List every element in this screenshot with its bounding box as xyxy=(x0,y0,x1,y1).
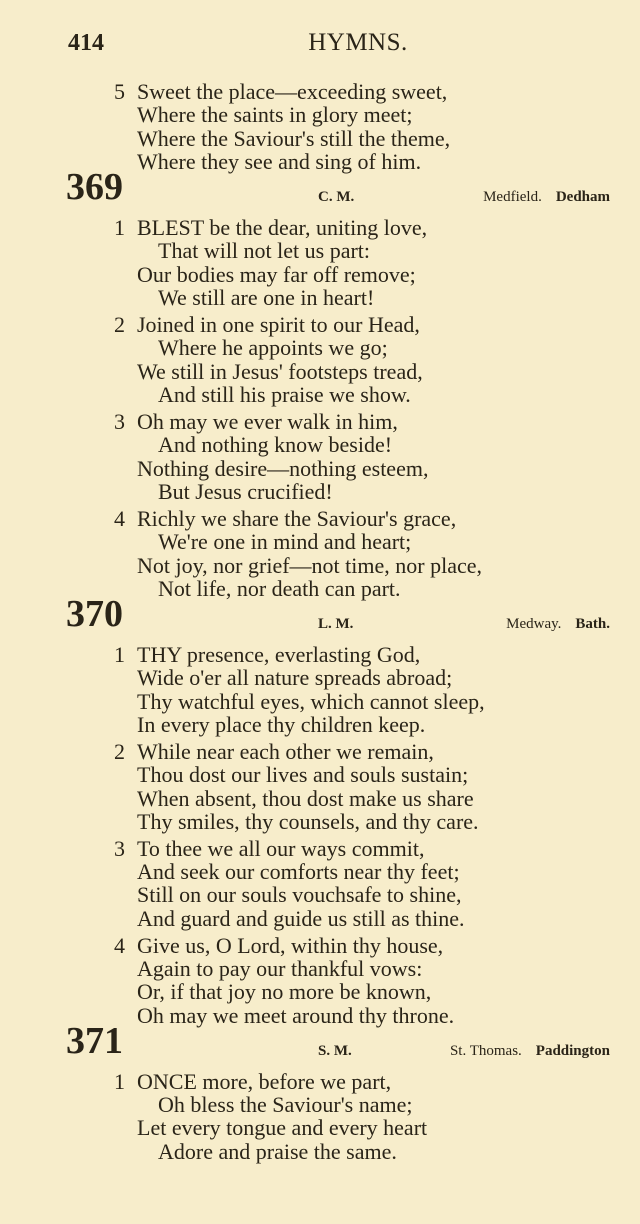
line-text: Still on our souls vouchsafe to shine, xyxy=(137,882,462,908)
hymn xyxy=(0,165,640,601)
verse-line xyxy=(0,216,640,239)
verse-line xyxy=(0,263,640,286)
stanza xyxy=(0,313,640,406)
verse-line xyxy=(0,740,640,763)
tune-names xyxy=(492,614,610,634)
stanza xyxy=(0,216,640,309)
verse-line xyxy=(0,810,640,833)
hymn-heading xyxy=(0,165,640,216)
line-text: Not joy, nor grief—not time, nor place, xyxy=(137,552,482,578)
line-text: Sweet the place—exceeding sweet, xyxy=(137,79,448,104)
line-text: And guard and guide us still as thine. xyxy=(137,905,465,931)
tune-names xyxy=(469,187,610,207)
stanza-number: 3 xyxy=(114,408,125,434)
hymn-heading xyxy=(0,1019,640,1070)
line-text: To thee we all our ways commit, xyxy=(137,835,425,861)
line-text: Our bodies may far off remove; xyxy=(137,261,416,287)
line-text: BLEST be the dear, uniting love, xyxy=(137,214,428,240)
verse-line xyxy=(0,507,640,530)
line-text: Joined in one spirit to our Head, xyxy=(137,311,420,337)
stanza-number: 2 xyxy=(114,311,125,337)
line-text: Where the Saviour's still the theme, xyxy=(137,125,451,151)
hymn xyxy=(0,1019,640,1164)
stanza-number: 1 xyxy=(114,641,125,667)
line-text: Give us, O Lord, within thy house, xyxy=(137,932,444,958)
stanza xyxy=(0,507,640,600)
line-text: Let every tongue and every heart xyxy=(137,1115,428,1141)
verse-line xyxy=(0,883,640,906)
verse-line xyxy=(0,957,640,980)
stanza xyxy=(0,934,640,1027)
tune-name: Medway. xyxy=(506,615,562,632)
line-text: And seek our comforts near thy feet; xyxy=(137,859,460,885)
stanza xyxy=(0,80,640,173)
verse-line xyxy=(0,80,640,103)
verse-line xyxy=(0,907,640,930)
hymn-heading xyxy=(0,592,640,643)
hymn-content xyxy=(0,80,640,1167)
stanza xyxy=(0,740,640,833)
tune-name: St. Thomas. xyxy=(449,1042,522,1059)
page-number: 414 xyxy=(68,30,104,56)
stanza-number: 3 xyxy=(114,835,125,861)
verse-line xyxy=(0,980,640,1003)
hymn xyxy=(0,80,640,173)
line-text: Thou dost our lives and souls sustain; xyxy=(137,762,469,788)
verse-line xyxy=(0,763,640,786)
hymn-number: 370 xyxy=(66,592,123,635)
page-header xyxy=(0,26,640,60)
verse-line xyxy=(0,860,640,883)
verse-line xyxy=(0,433,640,456)
verse-line xyxy=(0,1093,640,1116)
line-text: In every place thy children keep. xyxy=(137,711,426,737)
verse-line xyxy=(0,554,640,577)
verse-line xyxy=(0,383,640,406)
line-text: Thy watchful eyes, which cannot sleep, xyxy=(137,688,485,714)
verse-line xyxy=(0,480,640,503)
line-text: And nothing know beside! xyxy=(158,432,393,458)
hymn xyxy=(0,592,640,1028)
tune-names xyxy=(436,1041,610,1061)
line-text: Thy smiles, thy counsels, and thy care. xyxy=(137,808,479,834)
verse-line xyxy=(0,103,640,126)
stanza xyxy=(0,410,640,503)
stanza xyxy=(0,643,640,736)
line-text: Oh may we ever walk in him, xyxy=(137,408,398,434)
line-text: Nothing desire—nothing esteem, xyxy=(137,455,429,481)
line-text: Oh may we meet around thy throne. xyxy=(137,1002,455,1028)
verse-line xyxy=(0,1116,640,1139)
verse-line xyxy=(0,336,640,359)
stanza-number: 1 xyxy=(114,1068,125,1094)
tune-name: Dedham xyxy=(555,188,610,205)
stanza-number: 2 xyxy=(114,738,125,764)
verse-line xyxy=(0,360,640,383)
stanza xyxy=(0,837,640,930)
stanza-number: 1 xyxy=(114,214,125,240)
line-text: We still are one in heart! xyxy=(158,284,375,310)
verse-line xyxy=(0,837,640,860)
verse-line xyxy=(0,410,640,433)
verse-line xyxy=(0,713,640,736)
verse-line xyxy=(0,1140,640,1163)
hymn-number: 371 xyxy=(66,1019,123,1062)
hymn-meter: S. M. xyxy=(318,1042,352,1059)
verse-line xyxy=(0,934,640,957)
hymn-number: 369 xyxy=(66,165,123,208)
line-text: Adore and praise the same. xyxy=(158,1138,397,1164)
tune-name: Bath. xyxy=(575,615,610,632)
hymn-meter: L. M. xyxy=(318,615,354,632)
line-text: And still his praise we show. xyxy=(158,381,411,407)
line-text: We're one in mind and heart; xyxy=(158,529,412,555)
stanza xyxy=(0,1070,640,1163)
verse-line xyxy=(0,286,640,309)
stanza-number: 4 xyxy=(114,932,125,958)
verse-line xyxy=(0,530,640,553)
line-text: When absent, thou dost make us share xyxy=(137,785,474,811)
verse-line xyxy=(0,666,640,689)
line-text: Oh bless the Saviour's name; xyxy=(158,1092,413,1118)
stanza-number: 5 xyxy=(114,79,125,104)
line-text: We still in Jesus' footsteps tread, xyxy=(137,358,423,384)
line-text: ONCE more, before we part, xyxy=(137,1068,392,1094)
verse-line xyxy=(0,787,640,810)
running-title: HYMNS. xyxy=(308,29,408,56)
line-text: Where the saints in glory meet; xyxy=(137,102,413,128)
line-text: Or, if that joy no more be known, xyxy=(137,979,432,1005)
line-text: While near each other we remain, xyxy=(137,738,434,764)
verse-line xyxy=(0,239,640,262)
tune-name: Paddington xyxy=(535,1042,610,1059)
hymn-meter: C. M. xyxy=(318,188,355,205)
verse-line xyxy=(0,127,640,150)
verse-line xyxy=(0,457,640,480)
verse-line xyxy=(0,643,640,666)
line-text: Wide o'er all nature spreads abroad; xyxy=(137,665,453,691)
verse-line xyxy=(0,1070,640,1093)
line-text: Where they see and sing of him. xyxy=(137,148,422,174)
line-text: THY presence, everlasting God, xyxy=(137,641,421,667)
verse-line xyxy=(0,690,640,713)
line-text: Richly we share the Saviour's grace, xyxy=(137,505,457,531)
tune-name: Medfield. xyxy=(483,188,542,205)
verse-line xyxy=(0,313,640,336)
stanza-number: 4 xyxy=(114,505,125,531)
line-text: Again to pay our thankful vows: xyxy=(137,956,423,982)
line-text: But Jesus crucified! xyxy=(158,478,333,504)
line-text: Where he appoints we go; xyxy=(158,335,388,361)
line-text: That will not let us part: xyxy=(158,238,371,264)
line-text: Not life, nor death can part. xyxy=(158,575,401,601)
